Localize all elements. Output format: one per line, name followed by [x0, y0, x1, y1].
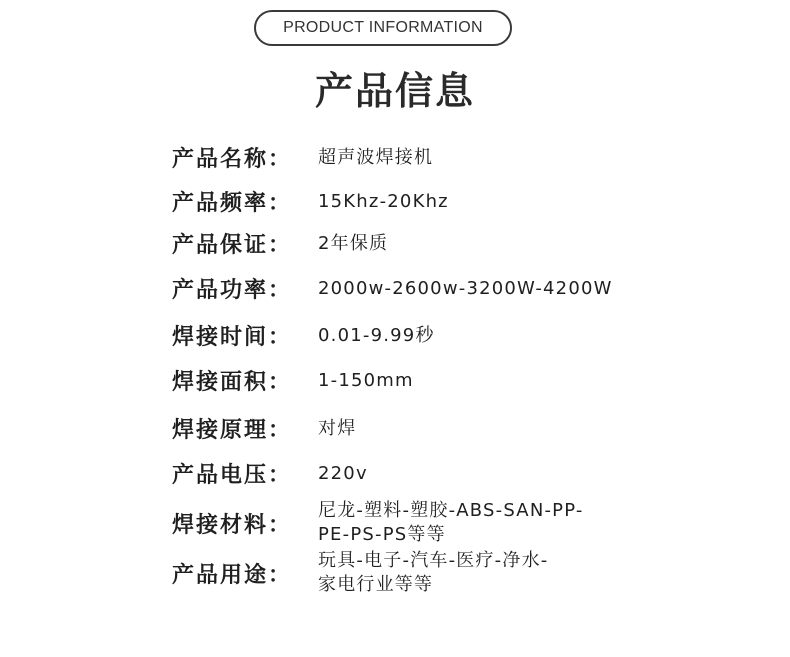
spec-row-weld-time [172, 320, 435, 351]
spec-row-applications [172, 549, 558, 597]
spec-row-weld-principle [172, 413, 356, 444]
spec-label: 产品功率： [172, 278, 293, 303]
spec-row-materials [172, 499, 598, 547]
spec-value: 2000w-2600w-3200W-4200W [318, 277, 613, 299]
spec-label: 产品电压： [172, 463, 293, 488]
spec-value: 1-150mm [318, 369, 414, 391]
spec-value: 玩具-电子-汽车-医疗-净水-家电行业等等 [318, 550, 549, 595]
spec-label: 产品用途： [172, 562, 293, 588]
spec-row-voltage [172, 458, 368, 489]
section-badge: PRODUCT INFORMATION [254, 10, 512, 46]
spec-label: 焊接面积： [172, 370, 293, 395]
spec-label: 产品保证： [172, 233, 293, 258]
spec-label: 产品名称： [172, 147, 293, 172]
spec-row-warranty [172, 228, 388, 259]
spec-label: 焊接时间： [172, 325, 293, 350]
page-title: 产品信息 [314, 69, 475, 113]
spec-value: 220v [318, 462, 368, 484]
spec-value: 15Khz-20Khz [318, 190, 449, 212]
spec-row-name [172, 142, 433, 173]
spec-value: 2年保质 [318, 232, 389, 254]
spec-label: 焊接材料： [172, 512, 293, 538]
spec-label: 焊接原理： [172, 418, 293, 443]
spec-row-power [172, 273, 613, 304]
spec-value: 0.01-9.99秒 [318, 324, 435, 346]
spec-value: 超声波焊接机 [318, 146, 434, 168]
spec-row-weld-area [172, 365, 414, 396]
spec-label: 产品频率： [172, 191, 293, 216]
spec-row-frequency [172, 186, 449, 217]
spec-value: 尼龙-塑料-塑胶-ABS-SAN-PP-PE-PS-PS等等 [318, 500, 584, 545]
spec-value: 对焊 [318, 417, 357, 439]
